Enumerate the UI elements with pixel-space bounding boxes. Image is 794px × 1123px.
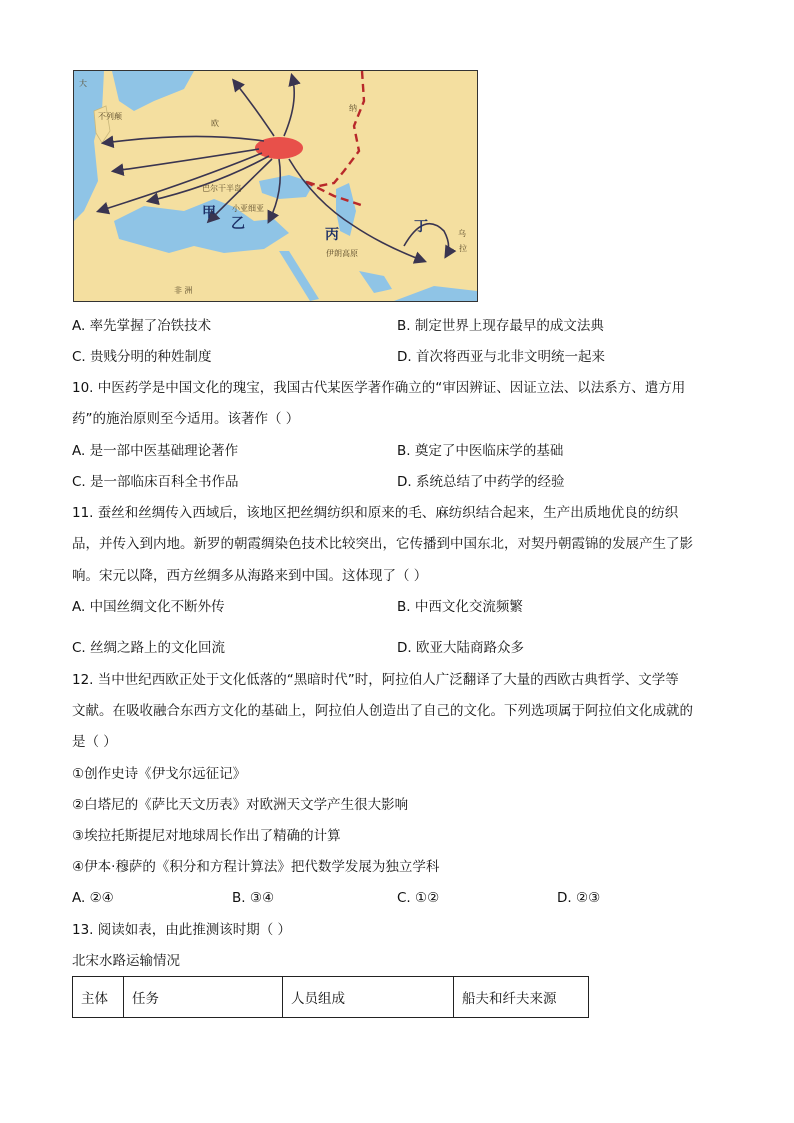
label-wu: 乌 <box>458 229 466 238</box>
q9-option-a[interactable]: A. 率先掌握了冶铁技术 <box>72 318 212 334</box>
persian-gulf <box>359 271 392 293</box>
marker-jia: 甲 <box>202 205 216 221</box>
marker-yi: 乙 <box>231 216 245 232</box>
q12-stem-line3: 是（ ） <box>72 734 117 750</box>
q12-option-c[interactable]: C. ①② <box>397 890 440 906</box>
label-iran-plateau: 伊朗高原 <box>326 249 358 258</box>
map-svg <box>74 71 477 301</box>
marker-ding: 丁 <box>414 219 428 235</box>
table-header-cell: 船夫和纤夫来源 <box>454 977 589 1018</box>
q12-item-4: ④伊本·穆萨的《积分和方程计算法》把代数学发展为独立学科 <box>72 859 440 875</box>
q10-option-b[interactable]: B. 奠定了中医临床学的基础 <box>397 443 564 459</box>
label-europe: 欧 <box>211 119 219 128</box>
marker-bing: 丙 <box>325 227 339 243</box>
table-header-cell: 任务 <box>124 977 283 1018</box>
black-sea <box>259 175 314 199</box>
q9-option-d[interactable]: D. 首次将西亚与北非文明统一起来 <box>397 349 605 365</box>
q12-option-a[interactable]: A. ②④ <box>72 890 114 906</box>
atlantic-sea <box>74 71 104 221</box>
migration-map <box>73 70 478 302</box>
table-header-cell: 人员组成 <box>283 977 454 1018</box>
q12-option-d[interactable]: D. ②③ <box>557 890 601 906</box>
q11-stem-line2: 品，并传入到内地。新罗的朝霞绸染色技术比较突出，它传播到中国东北，对契丹朝霞锦的发展产生了影 <box>72 536 693 552</box>
arabian-sea <box>394 286 477 301</box>
q13-table-title: 北宋水路运输情况 <box>72 953 180 969</box>
north-sea <box>112 71 194 111</box>
label-da: 大 <box>79 79 87 88</box>
q11-option-b[interactable]: B. 中西文化交流频繁 <box>397 599 523 615</box>
q12-item-3: ③埃拉托斯提尼对地球周长作出了精确的计算 <box>72 828 341 844</box>
q10-stem-line2: 药”的施治原则至今适用。该著作（ ） <box>72 411 300 427</box>
q11-option-a[interactable]: A. 中国丝绸文化不断外传 <box>72 599 225 615</box>
q10-option-d[interactable]: D. 系统总结了中药学的经验 <box>397 474 565 490</box>
red-sea <box>279 251 319 301</box>
q10-stem-line1: 10. 中医药学是中国文化的瑰宝，我国古代某医学著作确立的“审因辨证、因证立法、以法系方、遣方用 <box>72 380 686 396</box>
q11-stem-line1: 11. 蚕丝和丝绸传入西域后，该地区把丝绸纺织和原来的毛、麻纺织结合起来，生产出质地优良的纺织 <box>72 505 679 521</box>
border-dashed <box>304 71 364 206</box>
q9-option-b[interactable]: B. 制定世界上现存最早的成文法典 <box>397 318 604 334</box>
q11-option-d[interactable]: D. 欧亚大陆商路众多 <box>397 640 524 656</box>
label-la: 拉 <box>459 244 467 253</box>
label-na: 纳 <box>349 104 357 113</box>
table-header-cell: 主体 <box>73 977 124 1018</box>
q11-option-c[interactable]: C. 丝绸之路上的文化回流 <box>72 640 226 656</box>
q12-item-2: ②白塔尼的《萨比天文历表》对欧洲天文学产生很大影响 <box>72 797 409 813</box>
q12-item-1: ①创作史诗《伊戈尔远征记》 <box>72 766 247 782</box>
caspian-sea <box>336 183 356 236</box>
label-africa: 非 洲 <box>174 286 193 295</box>
q12-stem-line2: 文献。在吸收融合东西方文化的基础上，阿拉伯人创造出了自己的文化。下列选项属于阿拉伯文化成就的 <box>72 703 693 719</box>
label-balkans: 巴尔干半岛 <box>202 184 242 193</box>
q10-option-a[interactable]: A. 是一部中医基础理论著作 <box>72 443 239 459</box>
q13-stem: 13. 阅读如表，由此推测该时期（ ） <box>72 922 292 938</box>
q12-stem-line1: 12. 当中世纪西欧正处于文化低落的“黑暗时代”时，阿拉伯人广泛翻译了大量的西欧古典哲学、文学等 <box>72 672 679 688</box>
q13-table <box>72 976 589 1018</box>
q12-option-b[interactable]: B. ③④ <box>232 890 275 906</box>
q9-option-c[interactable]: C. 贵贱分明的种姓制度 <box>72 349 212 365</box>
label-asia-minor: 小亚细亚 <box>232 204 264 213</box>
q11-stem-line3: 响。宋元以降，西方丝绸多从海路来到中国。这体现了（ ） <box>72 568 428 584</box>
q10-option-c[interactable]: C. 是一部临床百科全书作品 <box>72 474 239 490</box>
label-britain: 不列颠 <box>98 112 122 121</box>
table-header-row <box>73 977 589 1018</box>
